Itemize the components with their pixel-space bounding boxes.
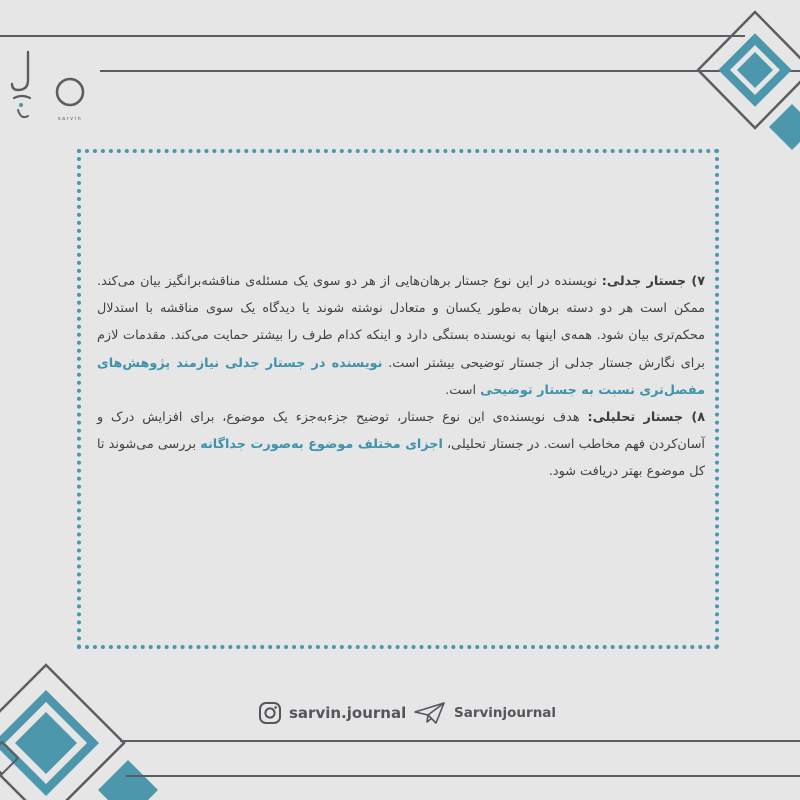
telegram-icon xyxy=(413,701,447,725)
paragraph-analytical xyxy=(97,404,705,486)
telegram-handle[interactable] xyxy=(413,700,556,726)
sarvin-logo-mark xyxy=(52,70,92,130)
instagram-username: sarvin.journal xyxy=(289,704,407,722)
p2-text-b: بررسی می‌شوند تا کل موضوع بهتر دریافت شود. xyxy=(97,437,705,480)
p2-highlight: اجزای مختلف موضوع به‌صورت جداگانه xyxy=(200,437,443,453)
p2-text-a: هدف نویسنده‌ی این نوع جستار، توضیح جزء‌به‌جزء یک موضوع، برای افزایش درک و آسان‌کردن فهم مخاطب است. در جستار تحلیلی، xyxy=(97,410,705,453)
heading-analytical: ۸) جستار تحلیلی: xyxy=(587,410,705,426)
logo-subtext: sarvin xyxy=(57,116,83,122)
article-body xyxy=(97,268,705,486)
instagram-icon xyxy=(258,701,282,725)
paragraph-argumentative xyxy=(97,268,705,404)
telegram-username: Sarvinjournal xyxy=(454,705,557,721)
instagram-handle[interactable] xyxy=(258,700,406,726)
p1-text-b: است. xyxy=(445,382,481,398)
heading-argumentative: ۷) جستار جدلی: xyxy=(601,274,705,289)
sarvin-calligraphy-logo xyxy=(8,48,38,123)
p1-text-a: نویسنده در این نوع جستار برهان‌هایی از هر دو سوی یک مسئله‌ی مناقشه‌برانگیز بیان می‌کند. ممکن است هر دو دسته برهان به‌طور یکسان و متعادل نوشته شوند یا دیدگاه یک سوی مناقشه با استدلال محکم‌تری بیان شود. همه‌ی اینها به نویسنده بستگی دارد و اینکه کدام طرف را بیشتر حمایت می‌کند. مقدمات لازم برای نگارش جستار جدلی از جستار توضیحی بیشتر است. xyxy=(97,274,705,371)
p1-highlight: نویسنده در جستار جدلی نیازمند پژوهش‌های مفصل‌تری نسبت به جستار توضیحی xyxy=(97,355,705,398)
